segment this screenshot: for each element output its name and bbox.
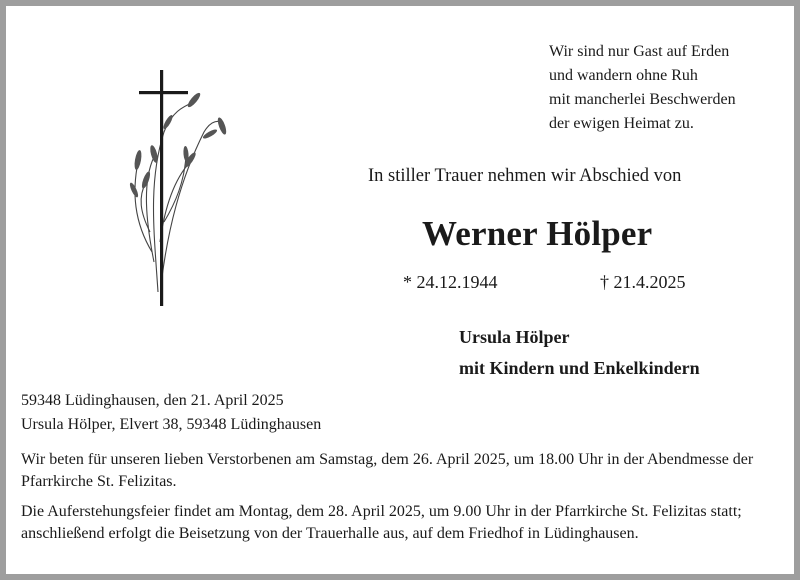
poem-verse — [549, 40, 736, 136]
poem-line: mit mancherlei Beschwerden — [549, 91, 736, 108]
deceased-name: Werner Hölper — [422, 214, 653, 253]
birth-date: * 24.12.1944 — [403, 272, 498, 292]
death-date: † 21.4.2025 — [600, 272, 686, 292]
mass-announcement: Wir beten für unseren lieben Verstorbenen am Samstag, dem 26. April 2025, um 18.00 Uhr in der Abendmesse der Pfarrkirche St. Felizitas. — [21, 451, 754, 490]
cross-icon — [139, 70, 188, 306]
date-line: 59348 Lüdinghausen, den 21. April 2025 — [21, 392, 284, 409]
mourning-intro: In stiller Trauer nehmen wir Abschied von — [368, 166, 682, 186]
cross-with-wheat-emblem — [124, 62, 234, 312]
wheat-ears-icon — [128, 91, 228, 198]
poem-line: und wandern ohne Ruh — [549, 67, 698, 84]
burial-announcement: Die Auferstehungsfeier findet am Montag, dem 28. April 2025, um 9.00 Uhr in der Pfarrkirche St. Felizitas statt; anschließend erfolgt die Beisetzung von der Trauerhalle aus, auf dem Friedhof in Lüdinghausen. — [21, 503, 742, 542]
mourners-signature — [459, 322, 700, 384]
wheat-stalks-icon — [135, 102, 222, 292]
mourner-line: Ursula Hölper — [459, 327, 570, 347]
address-line: Ursula Hölper, Elvert 38, 59348 Lüdinghausen — [21, 416, 322, 433]
poem-line: Wir sind nur Gast auf Erden — [549, 43, 730, 60]
poem-line: der ewigen Heimat zu. — [549, 115, 694, 132]
mourner-line: mit Kindern und Enkelkindern — [459, 358, 700, 378]
place-and-date — [21, 389, 321, 437]
